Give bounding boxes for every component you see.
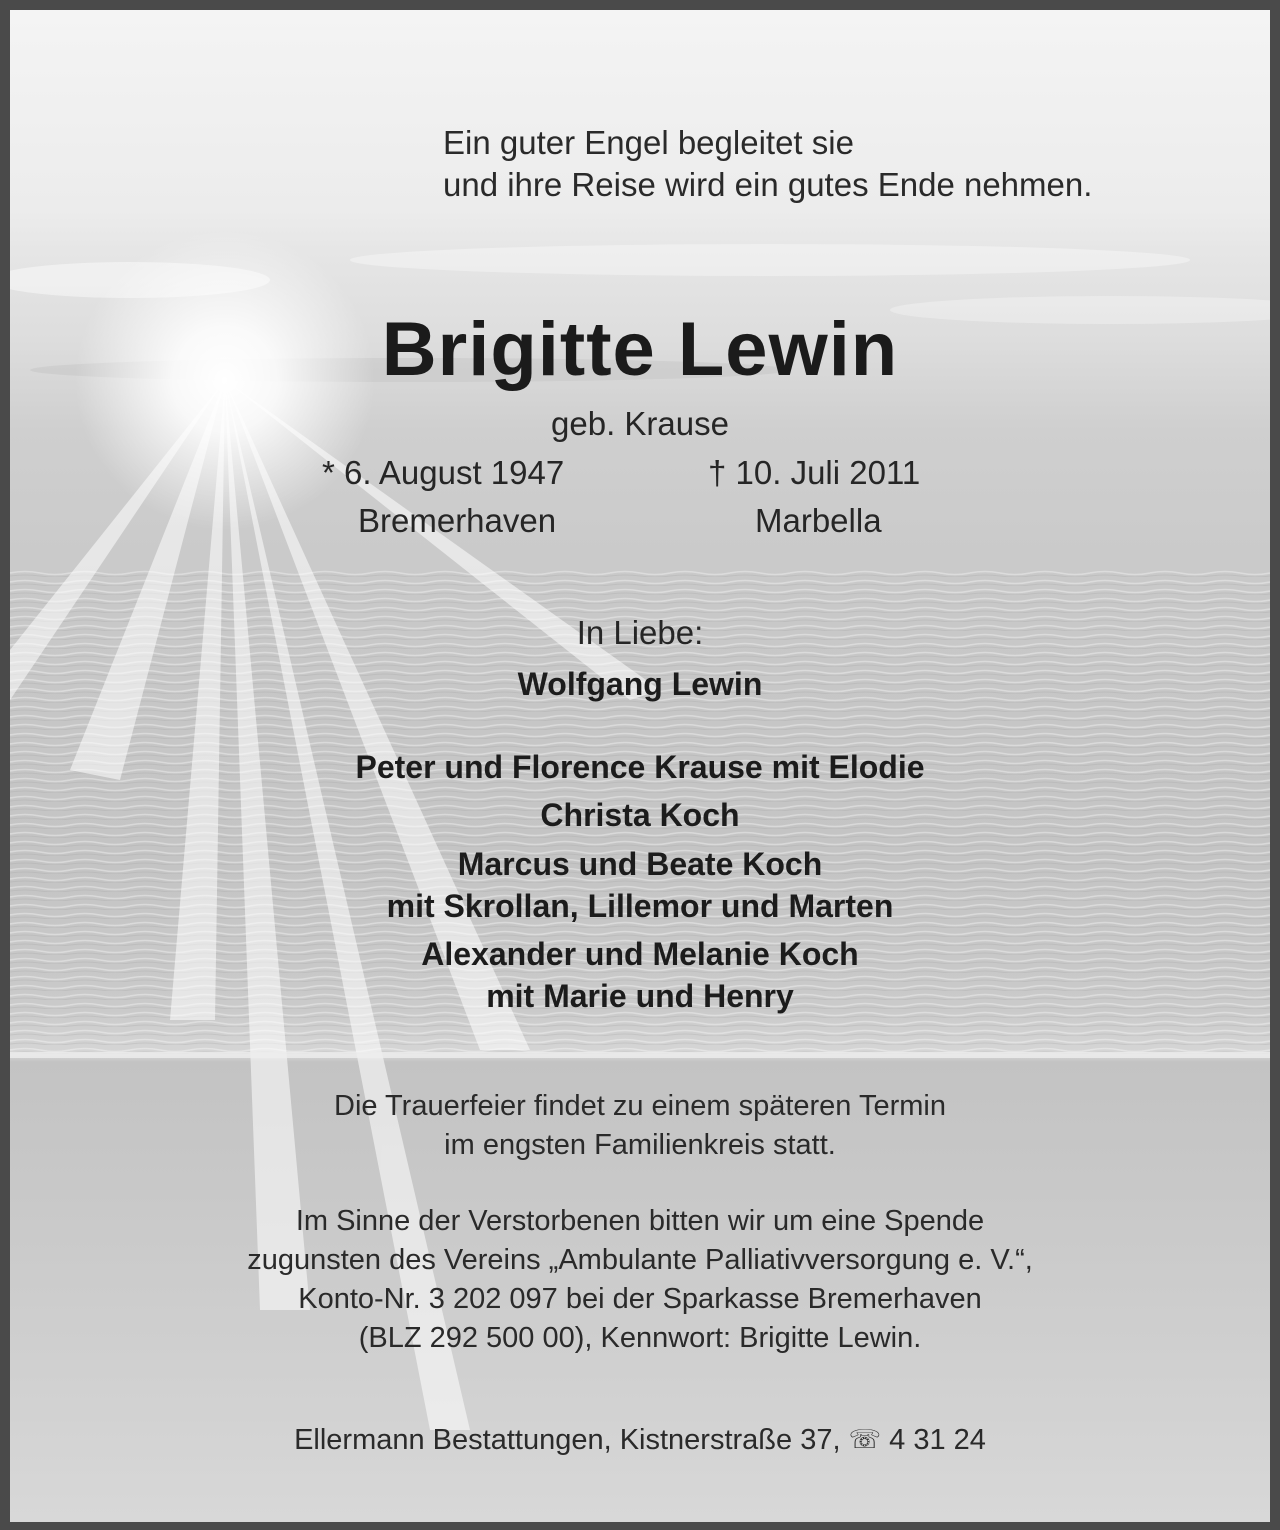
mourner-line: mit Skrollan, Lillemor und Marten (386, 888, 894, 924)
mourner-line: Peter und Florence Krause mit Elodie (355, 749, 925, 785)
mourner-spouse: Wolfgang Lewin (517, 666, 763, 702)
notice-content (10, 10, 1270, 1522)
deceased-name: Brigitte Lewin (381, 307, 899, 392)
birth-place: Bremerhaven (358, 502, 557, 539)
obituary-notice (10, 10, 1270, 1522)
donation-line-1: Im Sinne der Verstorbenen bitten wir um eine Spende (295, 1205, 985, 1237)
death-date: † 10. Juli 2011 (708, 454, 921, 491)
mourner-line: Christa Koch (540, 797, 740, 833)
motto-line-1: Ein guter Engel begleitet sie (443, 124, 854, 161)
mourners-intro: In Liebe: (576, 614, 704, 651)
mourner-line: mit Marie und Henry (486, 978, 794, 1014)
funeral-line-1: Die Trauerfeier findet zu einem späteren Termin (334, 1090, 946, 1122)
mourner-line: Alexander und Melanie Koch (421, 936, 859, 972)
donation-line-3: Konto-Nr. 3 202 097 bei der Sparkasse Bremerhaven (298, 1283, 982, 1315)
maiden-name: geb. Krause (551, 405, 729, 442)
motto-line-2: und ihre Reise wird ein gutes Ende nehmen. (443, 166, 1093, 203)
undertaker-phone: 4 31 24 (889, 1424, 986, 1456)
undertaker-name: Ellermann Bestattungen, Kistnerstraße 37, (294, 1424, 841, 1456)
mourner-line: Marcus und Beate Koch (457, 846, 823, 882)
telephone-icon: ☏ (848, 1424, 882, 1454)
donation-line-2: zugunsten des Vereins „Ambulante Palliativversorgung e. V.“, (247, 1244, 1033, 1276)
birth-date: * 6. August 1947 (322, 454, 565, 491)
funeral-line-2: im engsten Familienkreis statt. (444, 1129, 836, 1161)
death-place: Marbella (755, 502, 882, 539)
undertaker-info (10, 1420, 1270, 1460)
donation-line-4: (BLZ 292 500 00), Kennwort: Brigitte Lewin. (358, 1322, 922, 1354)
